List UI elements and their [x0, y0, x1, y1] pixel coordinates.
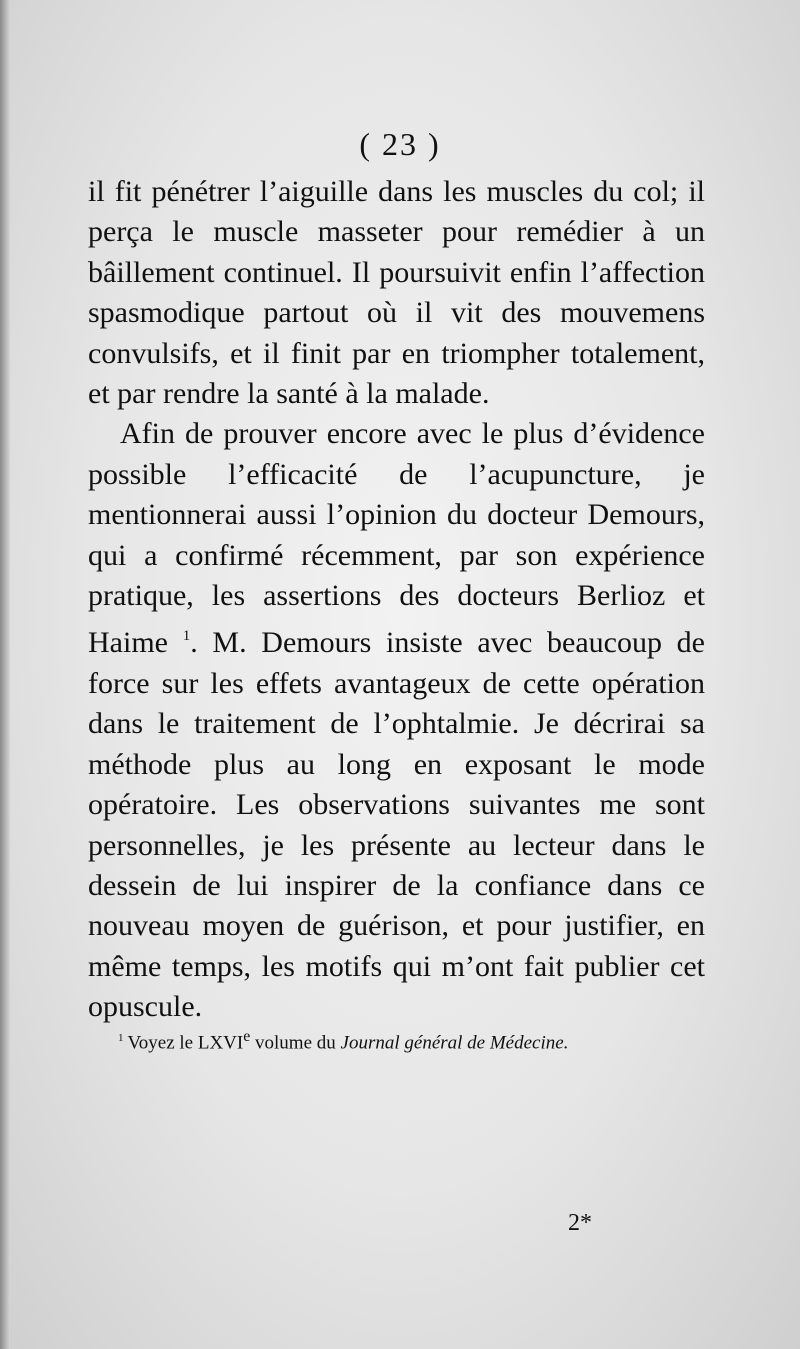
page-number: ( 23 ) — [359, 126, 441, 162]
body-text — [88, 172, 705, 1028]
paragraph-2-continuation: . M. Demours insiste avec beaucoup de force sur les effets avantageux de cette opération dans le traitement de l’ophtalmie. Je décrirai sa méthode plus au long en exposant le mode opératoire. Les observations suivantes me sont personnelles, je les présente au lecteur dans le dessein de lui inspirer de la confiance dans ce nouveau moyen de guérison, et pour justifier, en même temps, les motifs qui m’ont fait publier cet opuscule. — [88, 626, 705, 1024]
footnote — [88, 1028, 708, 1054]
page-left-edge-shadow — [0, 0, 10, 1349]
footnote-volume-sup: e — [243, 1028, 251, 1045]
paragraph-2-start: Afin de prouver encore avec le plus d’évidence possible l’efficacité de l’acupuncture, je mentionnerai aussi l’opinion du docteur Demours, qui a confirmé récemment, par son expérience pratique, les assertions des docteurs Berlioz et Haime — [88, 417, 705, 660]
footnote-journal-title: Journal général de Médecine. — [340, 1032, 569, 1054]
paragraph-1: il fit pénétrer l’aiguille dans les muscles du col; il perça le muscle masseter pour remédier à un bâillement continuel. Il poursuivit enfin l’affection spasmodique partout où il vit des mouvemens convulsifs, et il finit par en triompher totalement, et par rendre la santé à la malade. — [88, 175, 705, 411]
footnote-reference: 1 — [182, 628, 191, 645]
paragraph-2 — [88, 414, 705, 1027]
footnote-mark: 1 — [118, 1032, 124, 1045]
footnote-before: Voyez le — [127, 1032, 194, 1054]
signature-mark: 2* — [568, 1210, 592, 1236]
footnote-middle: volume du — [255, 1032, 336, 1054]
footnote-volume-numeral: LXVI — [197, 1032, 244, 1054]
